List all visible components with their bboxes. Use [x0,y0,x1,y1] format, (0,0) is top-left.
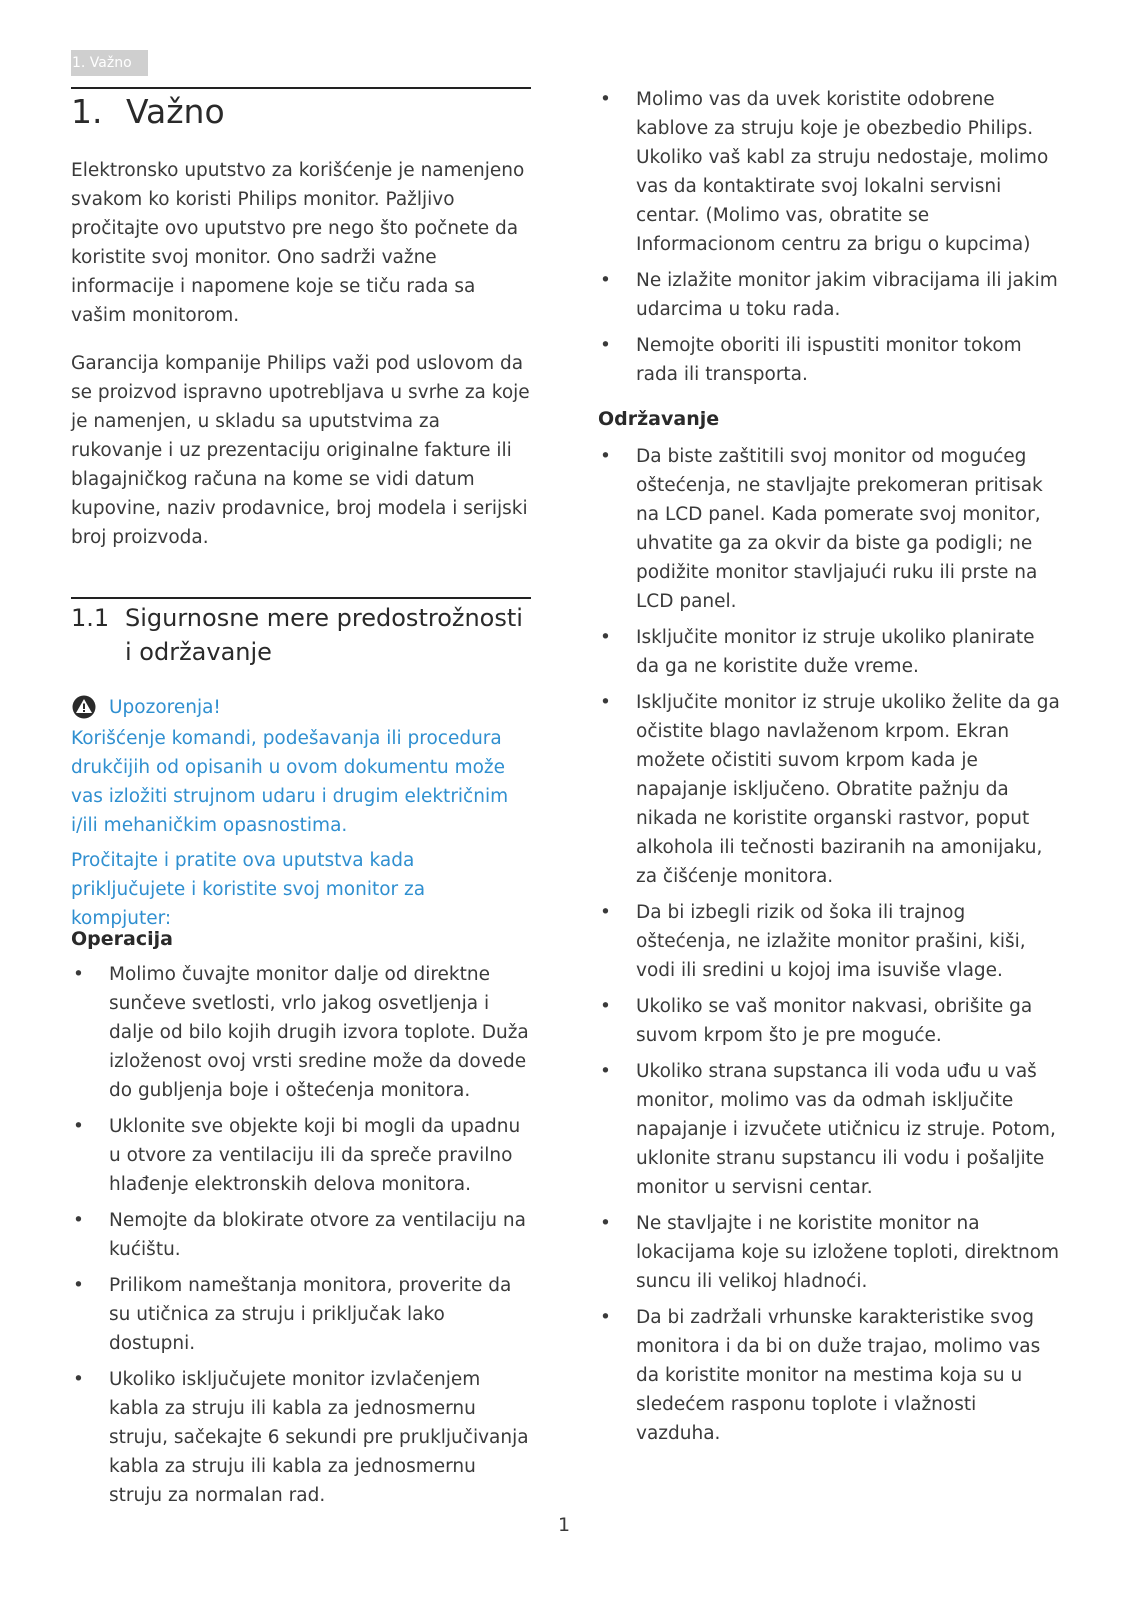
bullet-icon: • [600,335,611,356]
intro-paragraph-1: Elektronsko uputstvo za korišćenje je namenjeno svakom ko koristi Philips monitor. Pažljivo pročitajte ovo uputstvo pre nego što počnete da koristite svoj monitor. Ono sadrži važne informacije i napomene koje se tiču rada sa vašim monitorom. [71,160,525,326]
page-number: 1 [557,1514,571,1536]
list-item: • Da bi zadržali vrhunske karakteristike svog monitora i da bi on duže trajao, molimo vas da koristite monitor na mestima koja su u sledećem rasponu toplote i vlažnosti vazduha. [598,1303,1060,1448]
list-item: • Molimo čuvajte monitor dalje od direktne sunčeve svetlosti, vrlo jakog osvetljenja i dalje od bilo kojih drugih izvora toplote. Duža izloženost ovoj vrsti sredine može da dovede do gubljenja boje i oštećenja monitora. [71,960,533,1105]
bullet-icon: • [73,1116,84,1137]
operation-list-right [598,85,1060,396]
bullet-icon: • [600,627,611,648]
operation-list-left [71,960,533,1517]
list-item: • Ne izlažite monitor jakim vibracijama ili jakim udarcima u toku rada. [598,266,1060,324]
list-item: • Nemojte da blokirate otvore za ventilaciju na kućištu. [71,1206,533,1264]
bullet-icon: • [600,1061,611,1082]
title-number: 1. [71,92,103,131]
bullet-icon: • [600,270,611,291]
list-item: • Uklonite sve objekte koji bi mogli da upadnu u otvore za ventilaciju ili da spreče pravilno hlađenje elektronskih delova monitora. [71,1112,533,1199]
bullet-icon: • [600,446,611,467]
list-item: • Ukoliko se vaš monitor nakvasi, obrišite ga suvom krpom što je pre moguće. [598,992,1060,1050]
list-item: • Isključite monitor iz struje ukoliko želite da ga očistite blago navlaženom krpom. Ekran možete očistiti suvom krpom kada je napajanje isključeno. Obratite pažnju da nikada ne koristite organski rastvor, poput alkohola ili tečnosti baziranih na amonijaku, za čišćenje monitora. [598,688,1060,891]
maintenance-heading: Održavanje [598,408,720,430]
bullet-icon: • [73,1275,84,1296]
section-rule [71,597,531,599]
bullet-icon: • [600,1213,611,1234]
bullet-icon: • [73,1369,84,1390]
warning-text-2: Pročitajte i pratite ova uputstva kada priključujete i koristite svoj monitor za kompjuter: [71,850,426,929]
title-rule [71,87,531,89]
section-heading [71,601,531,669]
bullet-icon: • [600,1307,611,1328]
page-title [71,92,225,131]
list-item: • Da bi izbegli rizik od šoka ili trajnog oštećenja, ne izlažite monitor prašini, kiši, vodi ili sredini u kojoj ima isuviše vlage. [598,898,1060,985]
operation-heading: Operacija [71,928,173,950]
bullet-icon: • [600,902,611,923]
list-item: • Prilikom nameštanja monitora, proverite da su utičnica za struju i priključak lako dostupni. [71,1271,533,1358]
list-item: • Ukoliko isključujete monitor izvlačenjem kabla za struju ili kabla za jednosmernu struju, sačekajte 6 sekundi pre pruključivanja kabla za struju ili kabla za jednosmernu struju za normalan rad. [71,1365,533,1510]
section-number: 1.1 [71,604,110,632]
list-item: • Isključite monitor iz struje ukoliko planirate da ga ne koristite duže vreme. [598,623,1060,681]
bullet-icon: • [600,996,611,1017]
warning-text-1: Korišćenje komandi, podešavanja ili procedura drukčijih od opisanih u ovom dokumentu može vas izložiti strujnom udaru i drugim električnim i/ili mehaničkim opasnostima. [71,728,509,836]
bullet-icon: • [600,692,611,713]
chapter-tab: 1. Važno [71,50,148,76]
list-item: • Molimo vas da uvek koristite odobrene kablove za struju koje je obezbedio Philips. Ukoliko vaš kabl za struju nedostaje, molimo vas da kontaktirate svoj lokalni servisni centar. (Molimo vas, obratite se Informacionom centru za brigu o kupcima) [598,85,1060,259]
intro-paragraph-2: Garancija kompanije Philips važi pod uslovom da se proizvod ispravno upotrebljava u svrhe za koje je namenjen, u skladu sa uputstvima za rukovanje i uz prezentaciju originalne fakture ili blagajničkog računa na kome se vidi datum kupovine, naziv prodavnice, broj modela i serijski broj proizvoda. [71,353,530,548]
title-text: Važno [126,92,225,131]
bullet-icon: • [73,1210,84,1231]
list-item: • Ne stavljajte i ne koristite monitor na lokacijama koje su izložene toploti, direktnom suncu ili velikoj hladnoći. [598,1209,1060,1296]
bullet-icon: • [600,89,611,110]
maintenance-list [598,442,1060,1455]
section-title: Sigurnosne mere predostrožnosti i održavanje [125,604,523,666]
list-item: • Nemojte oboriti ili ispustiti monitor tokom rada ili transporta. [598,331,1060,389]
warning-heading-text: Upozorenja! [109,697,221,718]
warning-heading [71,694,221,722]
bullet-icon: • [73,964,84,985]
list-item: • Da biste zaštitili svoj monitor od mogućeg oštećenja, ne stavljajte prekomeran pritisak na LCD panel. Kada pomerate svoj monitor, uhvatite ga za okvir da biste ga podigli; ne podižite monitor stavljajući ruku ili prste na LCD panel. [598,442,1060,616]
list-item: • Ukoliko strana supstanca ili voda uđu u vaš monitor, molimo vas da odmah isključite napajanje i izvučete utičnicu iz struje. Potom, uklonite stranu supstancu ili vodu i pošaljite monitor u servisni centar. [598,1057,1060,1202]
